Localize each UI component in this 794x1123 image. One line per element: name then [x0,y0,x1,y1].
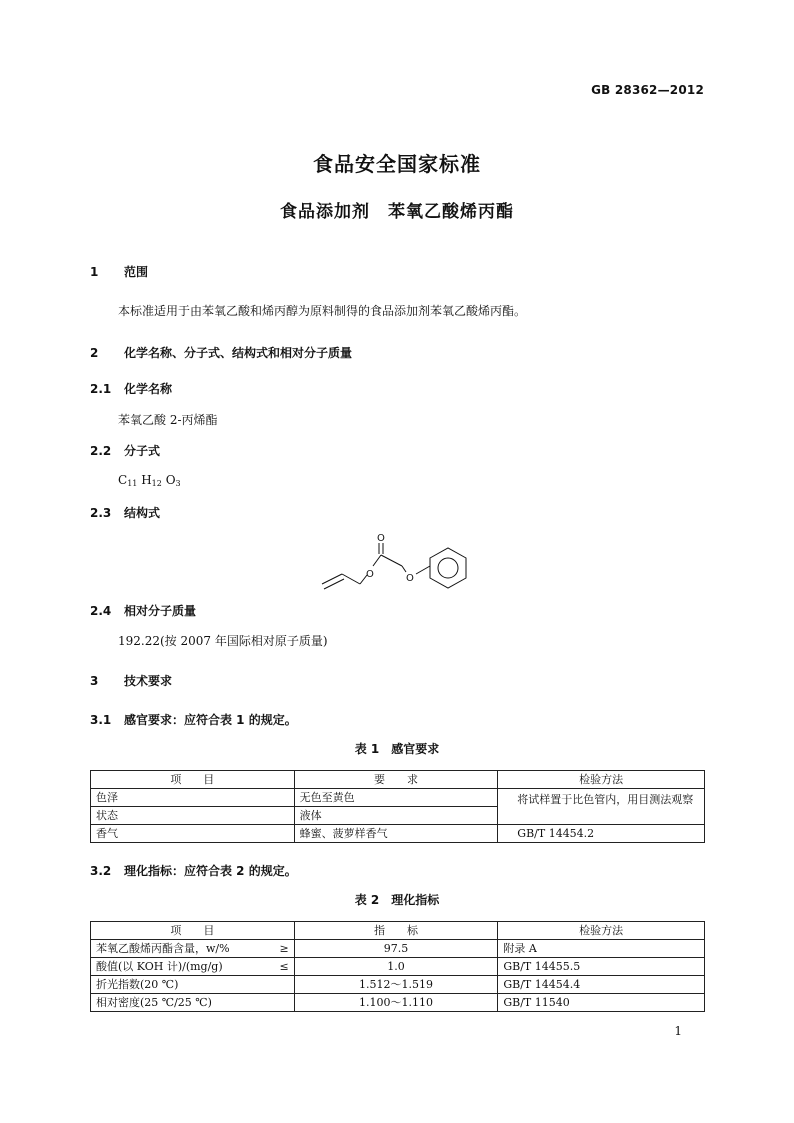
section-3-2-heading [90,862,297,879]
cell-requirement: 蜂蜜、菠萝样香气 [294,825,498,843]
table-row [91,940,705,958]
section-title: 化学名称、分子式、结构式和相对分子质量 [124,346,353,360]
section-title: 结构式 [124,506,161,520]
table-row [91,789,705,807]
standard-number: GB 28362—2012 [591,83,704,97]
ether-oxygen-label: O [406,573,414,584]
table-1-caption: 表 1 感官要求 [354,742,440,756]
table-row [91,976,705,994]
section-title: 范围 [124,265,149,279]
section-number: 1 [90,265,99,279]
table-2-caption: 表 2 理化指标 [354,893,440,907]
cell-item: 酸值(以 KOH 计)/(mg/g) ≤ [91,958,295,976]
cell-requirement: 液体 [294,807,498,825]
section-title: 化学名称 [124,382,173,396]
section-3-1-heading [90,711,297,728]
cell-method: 附录 A [498,940,705,958]
section-number: 2 [90,346,99,360]
table-row [91,994,705,1012]
section-title: 相对分子质量 [124,604,197,618]
sub-title: 食品添加剂 苯氧乙酸烯丙酯 [280,202,514,222]
structural-formula [318,530,478,594]
aromatic-circle [438,558,458,578]
section-1-text: 本标准适用于由苯氧乙酸和烯丙醇为原料制得的食品添加剂苯氧乙酸烯丙酯。 [118,304,527,318]
molecular-mass: 192.22(按 2007 年国际相对原子质量) [118,634,328,648]
section-2-2-heading [90,442,160,459]
cell-method: GB/T 11540 [498,994,705,1012]
cell-item: 香气 [91,825,295,843]
physicochemical-table [90,921,705,1012]
section-2-4-heading [90,602,196,619]
section-title: 分子式 [124,444,161,458]
section-number: 2.4 [90,604,112,618]
allyl-bond [342,574,360,584]
section-title: 技术要求 [124,674,173,688]
section-number: 3.1 [90,713,112,727]
section-2-heading [90,344,352,361]
section-title: 感官要求：应符合表 1 的规定。 [124,713,297,727]
cell-requirement: 无色至黄色 [294,789,498,807]
ester-oxygen-label: O [366,569,374,580]
cell-value: 97.5 [294,940,498,958]
section-2-3-heading [90,504,160,521]
ester-carbon-bond [373,555,381,566]
page-number: 1 [674,1024,682,1038]
header-method: 检验方法 [498,922,705,940]
sensory-requirements-table [90,770,705,843]
section-number: 2.2 [90,444,112,458]
header-item: 项 目 [91,771,295,789]
ether-o-bond [402,566,406,572]
header-method: 检验方法 [498,771,705,789]
table-row [91,825,705,843]
cell-method: GB/T 14454.2 [498,825,705,843]
molecular-formula: $C_{11}$ $H_{12}$ $O_3$ [118,473,181,488]
cell-item: 状态 [91,807,295,825]
section-1-heading [90,263,148,280]
cell-value: 1.0 [294,958,498,976]
allyl-double-bond-b [324,579,344,589]
section-2-1-heading [90,380,172,397]
table-header-row [91,922,705,940]
cell-method: GB/T 14454.4 [498,976,705,994]
cell-method: GB/T 14455.5 [498,958,705,976]
phenyl-o-bond [416,566,430,574]
table-row [91,958,705,976]
benzene-ring [430,548,466,588]
section-number: 3.2 [90,864,112,878]
methylene-bond [381,555,402,566]
chemical-name: 苯氧乙酸 2-丙烯酯 [118,413,218,427]
header-requirement: 要 求 [294,771,498,789]
section-number: 2.3 [90,506,112,520]
main-title: 食品安全国家标准 [313,152,481,176]
table-header-row [91,771,705,789]
cell-method-merged: 将试样置于比色管内，用目测法观察 [498,789,705,825]
section-3-heading [90,672,172,689]
section-title: 理化指标：应符合表 2 的规定。 [124,864,297,878]
cell-item: 折光指数(20 ℃) [91,976,295,994]
cell-item: 苯氧乙酸烯丙酯含量，w/% ≥ [91,940,295,958]
cell-value: 1.512～1.519 [294,976,498,994]
cell-value: 1.100～1.110 [294,994,498,1012]
cell-item: 相对密度(25 ℃/25 ℃) [91,994,295,1012]
header-index: 指 标 [294,922,498,940]
allyl-double-bond-a [322,574,342,584]
section-number: 2.1 [90,382,112,396]
carbonyl-oxygen-label: O [377,533,385,544]
header-item: 项 目 [91,922,295,940]
section-number: 3 [90,674,99,688]
cell-item: 色泽 [91,789,295,807]
